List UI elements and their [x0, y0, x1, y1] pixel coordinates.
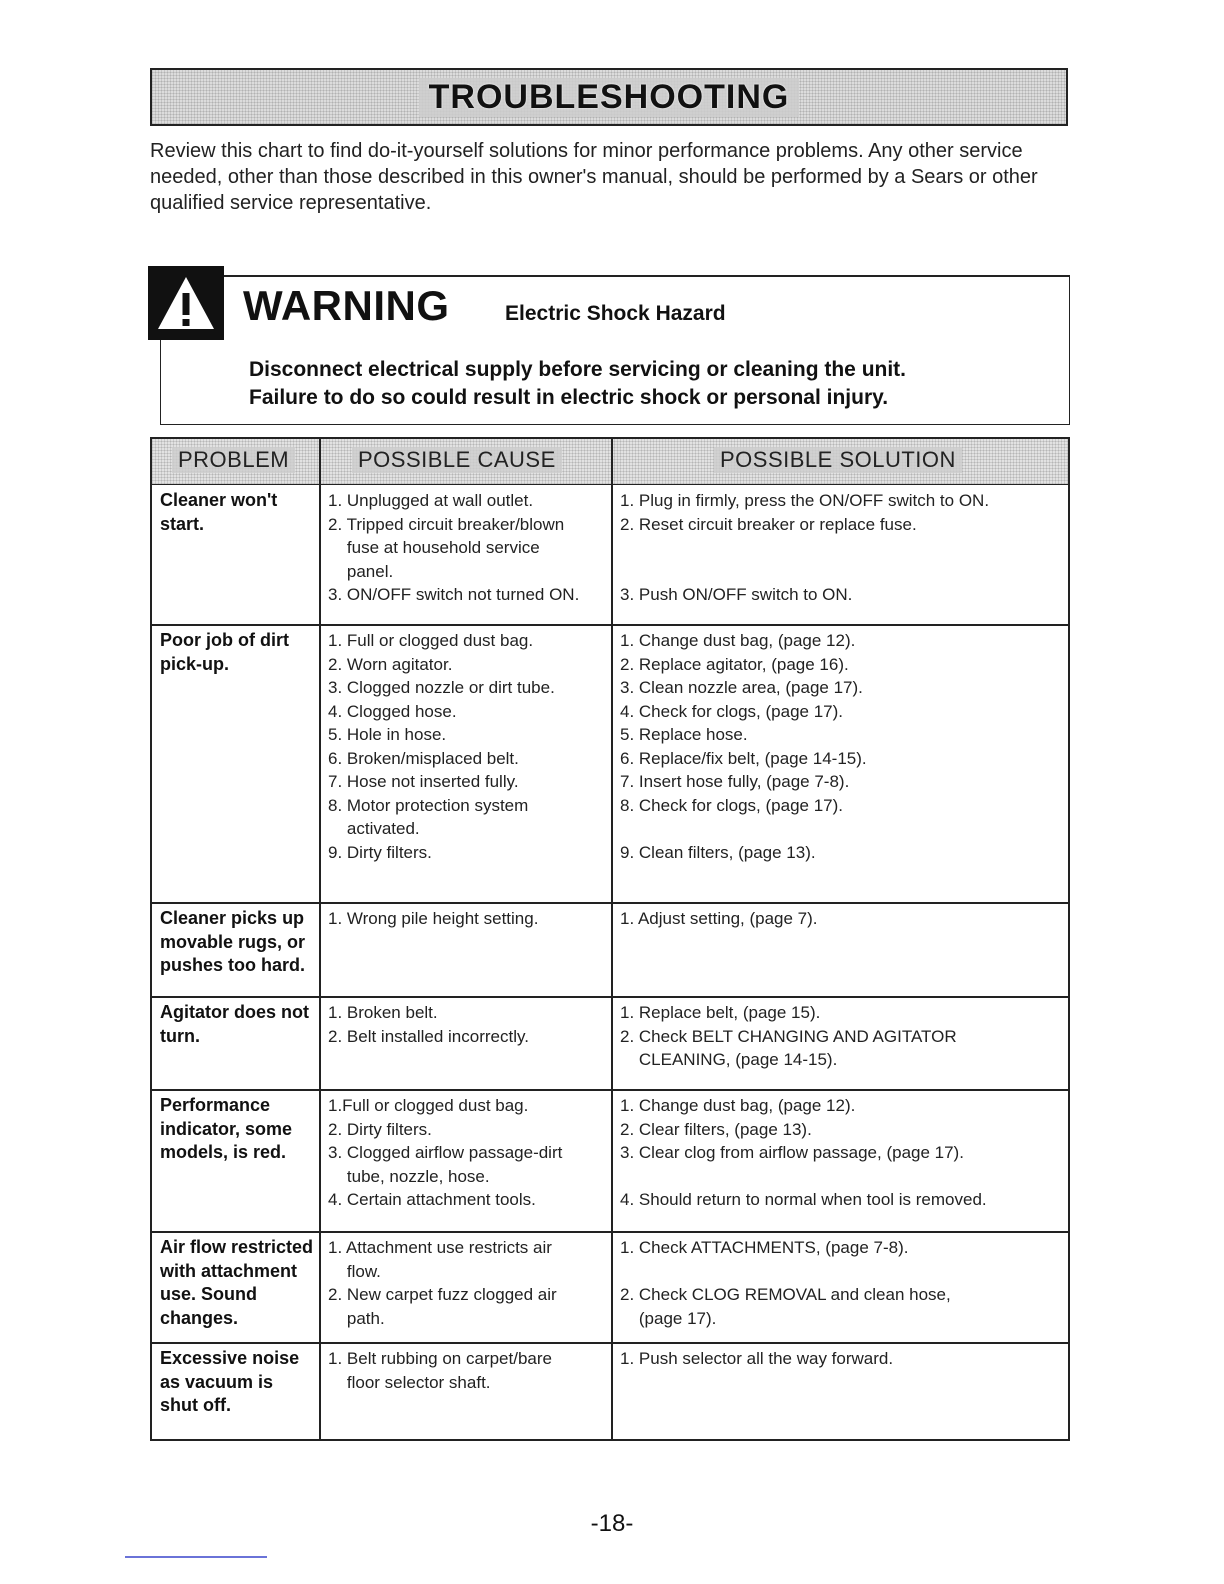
problem-cell — [160, 1236, 320, 1330]
solution-line: 8. Check for clogs, (page 17). — [620, 795, 844, 815]
cause-line: 1. Full or clogged dust bag. — [328, 631, 534, 650]
solution-line: CLEANING, (page 14-15). — [620, 1050, 838, 1069]
header-possible-solution: POSSIBLE SOLUTION — [714, 447, 962, 473]
solution-line: 2. Reset circuit breaker or replace fuse. — [620, 514, 917, 534]
problem-line: Cleaner picks up — [160, 908, 305, 928]
solution-line: 3. Push ON/OFF switch to ON. — [620, 585, 853, 604]
row-divider — [152, 1089, 1068, 1091]
problem-cell — [160, 907, 320, 978]
cause-line: 1.Full or clogged dust bag. — [328, 1096, 529, 1115]
cause-line: 1. Broken belt. — [328, 1003, 438, 1022]
cause-line: panel. — [328, 561, 394, 581]
row-divider — [152, 902, 1068, 904]
row-divider — [152, 624, 1068, 626]
problem-line: Cleaner won't — [160, 490, 278, 510]
intro-line-3: qualified service representative. — [150, 192, 432, 214]
solution-line: 3. Clear clog from airflow passage, (page 17). — [620, 1143, 964, 1162]
solution-line: 1. Push selector all the way forward. — [620, 1349, 894, 1368]
problem-line: changes. — [160, 1307, 239, 1328]
troubleshooting-table — [150, 437, 1070, 1441]
warning-title: WARNING — [243, 282, 450, 329]
cause-line: 2. Dirty filters. — [328, 1119, 432, 1139]
problem-line: models, is red. — [160, 1142, 287, 1162]
solution-line: 2. Replace agitator, (page 16). — [620, 654, 849, 674]
problem-line: pick-up. — [160, 653, 230, 674]
warning-line-2: Failure to do so could result in electric shock or personal injury. — [249, 386, 889, 409]
solution-line: 1. Check ATTACHMENTS, (page 7-8). — [620, 1238, 909, 1257]
problem-line: Agitator does not — [160, 1002, 309, 1022]
solution-line: 1. Plug in firmly, press the ON/OFF switch to ON. — [620, 491, 990, 510]
cause-line: 2. New carpet fuzz clogged air — [328, 1285, 557, 1304]
solution-line: 5. Replace hose. — [620, 725, 748, 744]
cause-line: 1. Wrong pile height setting. — [328, 909, 539, 928]
solution-line: 1. Adjust setting, (page 7). — [620, 909, 818, 928]
problem-line: use. Sound — [160, 1284, 258, 1304]
warning-triangle-icon — [148, 266, 224, 340]
problem-cell — [160, 1347, 320, 1418]
cause-line: 4. Certain attachment tools. — [328, 1190, 536, 1209]
cause-line: 6. Broken/misplaced belt. — [328, 748, 519, 768]
title-bar — [150, 68, 1068, 126]
cause-line: 1. Belt rubbing on carpet/bare — [328, 1349, 552, 1368]
row-divider — [152, 1342, 1068, 1344]
intro-line-2: needed, other than those described in this owner's manual, should be performed by a Sears or other — [150, 166, 1038, 188]
cause-line: 3. Clogged nozzle or dirt tube. — [328, 678, 555, 697]
cause-line: 1. Unplugged at wall outlet. — [328, 491, 534, 510]
row-divider — [152, 1231, 1068, 1233]
cause-line: 1. Attachment use restricts air — [328, 1238, 552, 1257]
problem-line: pushes too hard. — [160, 955, 306, 975]
solution-line: (page 17). — [620, 1308, 717, 1328]
problem-line: Air flow restricted — [160, 1237, 314, 1257]
header-problem: PROBLEM — [172, 447, 295, 473]
cause-line: 3. ON/OFF switch not turned ON. — [328, 585, 580, 604]
problem-line: as vacuum is — [160, 1371, 274, 1392]
solution-line: 2. Clear filters, (page 13). — [620, 1119, 812, 1139]
problem-line: with attachment — [160, 1260, 298, 1281]
page-title: TROUBLESHOOTING — [419, 78, 800, 117]
cause-line: 2. Tripped circuit breaker/blown — [328, 514, 565, 534]
warning-line-1: Disconnect electrical supply before servicing or cleaning the unit. — [249, 358, 907, 381]
cause-line: fuse at household service — [328, 538, 540, 557]
cause-line: 2. Worn agitator. — [328, 654, 453, 674]
problem-line: start. — [160, 513, 205, 534]
problem-line: shut off. — [160, 1395, 231, 1415]
footer-rule — [125, 1556, 267, 1558]
solution-line: 4. Should return to normal when tool is removed. — [620, 1190, 987, 1209]
table-header — [152, 439, 1068, 485]
problem-line: turn. — [160, 1025, 200, 1046]
problem-line: movable rugs, or — [160, 931, 306, 952]
solution-line: 6. Replace/fix belt, (page 14-15). — [620, 748, 867, 768]
problem-cell — [160, 489, 320, 536]
cause-line: activated. — [328, 819, 420, 838]
cause-line: path. — [328, 1308, 385, 1328]
warning-subtitle: Electric Shock Hazard — [505, 302, 726, 325]
problem-cell — [160, 1094, 320, 1165]
problem-line: Performance — [160, 1095, 271, 1115]
solution-line: 1. Replace belt, (page 15). — [620, 1003, 821, 1022]
cause-line: 4. Clogged hose. — [328, 701, 457, 721]
problem-line: Poor job of dirt — [160, 630, 289, 650]
header-possible-cause: POSSIBLE CAUSE — [352, 447, 562, 473]
problem-cell — [160, 1001, 320, 1048]
problem-line: indicator, some — [160, 1118, 293, 1139]
solution-line: 2. Check CLOG REMOVAL and clean hose, — [620, 1285, 951, 1304]
cause-line: 5. Hole in hose. — [328, 725, 447, 744]
solution-line: 1. Change dust bag, (page 12). — [620, 631, 856, 650]
cause-line: flow. — [328, 1261, 381, 1281]
solution-line: 1. Change dust bag, (page 12). — [620, 1096, 856, 1115]
page-number: -18- — [590, 1510, 634, 1537]
cause-line: 3. Clogged airflow passage-dirt — [328, 1143, 563, 1162]
solution-line: 3. Clean nozzle area, (page 17). — [620, 678, 863, 697]
problem-cell — [160, 629, 320, 676]
cause-line: 2. Belt installed incorrectly. — [328, 1026, 529, 1046]
cause-line: 7. Hose not inserted fully. — [328, 772, 519, 791]
cause-line: 9. Dirty filters. — [328, 842, 432, 862]
solution-line: 9. Clean filters, (page 13). — [620, 842, 816, 862]
intro-line-1: Review this chart to find do-it-yourself solutions for minor performance problems. Any other service — [150, 140, 1023, 162]
column-divider — [611, 439, 613, 1439]
problem-line: Excessive noise — [160, 1348, 300, 1368]
solution-line: 4. Check for clogs, (page 17). — [620, 701, 844, 721]
cause-line: 8. Motor protection system — [328, 795, 529, 815]
solution-line: 2. Check BELT CHANGING AND AGITATOR — [620, 1026, 957, 1046]
intro-paragraph — [150, 138, 1050, 216]
row-divider — [152, 996, 1068, 998]
solution-line: 7. Insert hose fully, (page 7-8). — [620, 772, 850, 791]
cause-line: tube, nozzle, hose. — [328, 1166, 490, 1186]
cause-line: floor selector shaft. — [328, 1372, 491, 1392]
